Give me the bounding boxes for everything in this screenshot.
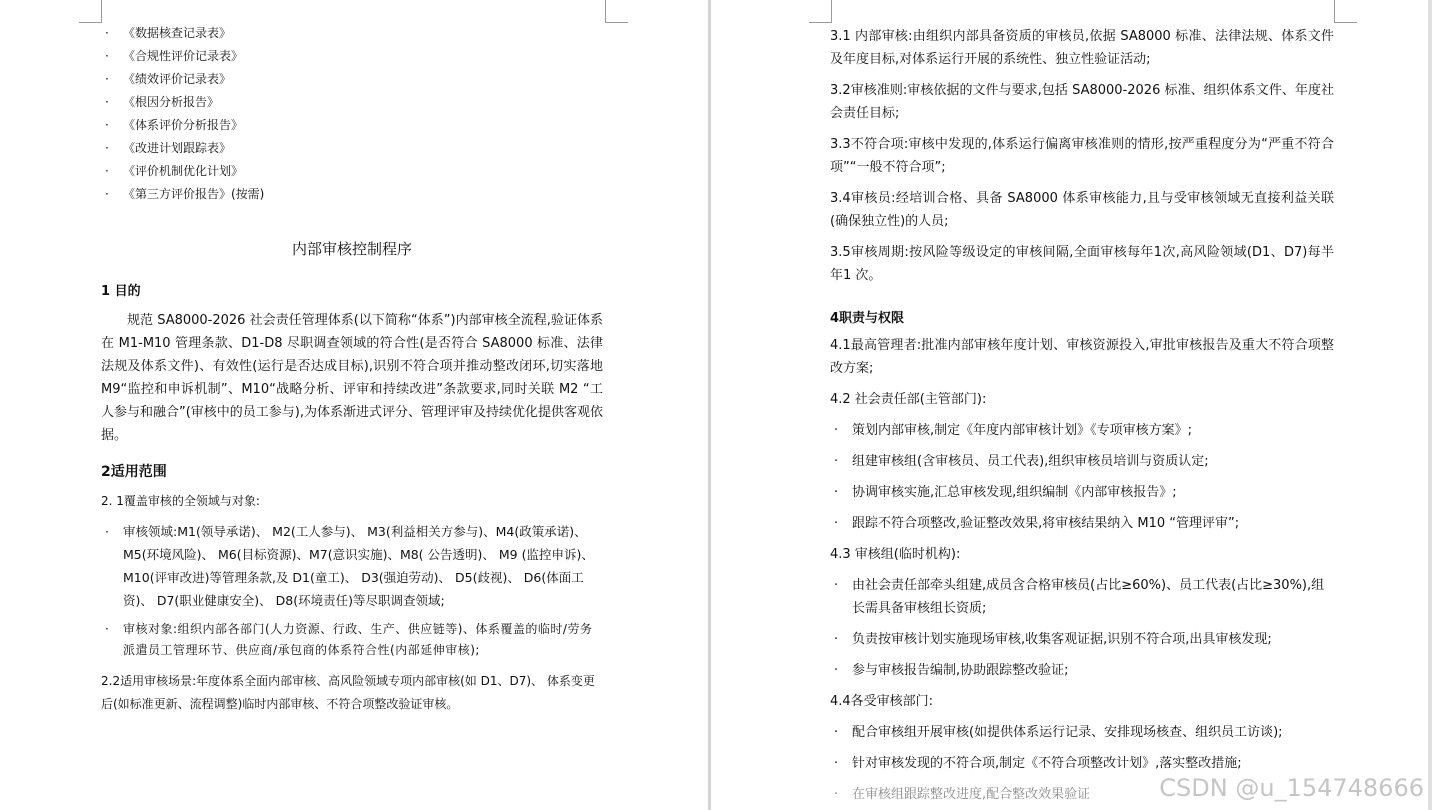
crop-mark: [809, 0, 832, 23]
list-item: · 《绩效评价记录表》: [105, 72, 232, 86]
list-item: · 跟踪不符合项整改,验证整改效果,将审核结果纳入 M10 “管理评审”;: [834, 516, 1240, 531]
list-item: · 在审核组跟踪整改进度,配合整改效果验证: [834, 787, 1091, 802]
definition: 3.4审核员:经培训合格、具备 SA8000 体系审核能力,且与受审核领域无直接利益关联(确保独立性)的人员;: [830, 191, 1334, 229]
list-item: · 《合规性评价记录表》: [105, 49, 244, 63]
subsection-heading: 2. 1覆盖审核的全领域与对象:: [101, 494, 260, 508]
responsibility-list: [830, 574, 1334, 682]
list-item: · 《评价机制优化计划》: [105, 164, 244, 178]
crop-mark: [79, 0, 102, 23]
crop-mark: [1334, 0, 1357, 23]
subsection-heading: 4.2 社会责任部(主管部门):: [830, 392, 987, 407]
records-list: [101, 22, 603, 206]
paragraph: 2.2适用审核场景:年度体系全面内部审核、高风险领域专项内部审核(如 D1、D7)、 体系变更后(如标准更新、流程调整)临时内部审核、不符合项整改验证审核。: [101, 674, 595, 711]
list-item: · 审核领域:M1(领导承诺)、 M2(工人参与)、 M3(利益相关方参与)、M4(政策承诺)、M5(环境风险)、 M6(目标资源)、M7(意识实施)、M8( 公告透明)、 M9 (监控申诉)、M10(评审改进)等管理条款,及 D1(童工)、 D3(强迫劳动)、 D5(歧视)、 D6(体面工资)、 D7(职业健康安全)、 D8(环境责任)等尽职调查领域;: [105, 524, 594, 608]
page-content: [830, 25, 1334, 806]
scope-list: [101, 520, 603, 661]
watermark: CSDN @u_154748666: [1159, 774, 1424, 802]
list-item: · 《改进计划跟踪表》: [105, 141, 232, 155]
page-content: [101, 22, 603, 716]
document-page-left: [0, 0, 708, 810]
document-page-right: [711, 0, 1432, 810]
list-item: · 针对审核发现的不符合项,制定《不符合项整改计划》,落实整改措施;: [834, 756, 1242, 771]
subsection-heading: 4.4各受审核部门:: [830, 694, 934, 709]
paragraph: 规范 SA8000-2026 社会责任管理体系(以下简称“体系”)内部审核全流程,验证体系在 M1-M10 管理条款、D1-D8 尽职调查领域的符合性(是否符合 SA8000 标准、法律法规及体系文件)、有效性(运行是否达成目标),识别不符合项并推动整改闭环,切实落地 M9“监控和申诉机制”、M10“战略分析、评审和持续改进”条款要求,同时关联 M2 “工人参与和融合”(审核中的员工参与),为体系渐进式评分、管理评审及持续优化提供客观依据。: [101, 313, 604, 443]
list-item: · 由社会责任部牵头组建,成员含合格审核员(占比≥60%)、员工代表(占比≥30%),组长需具备审核组长资质;: [834, 578, 1325, 616]
subsection-heading: 4.3 审核组(临时机构):: [830, 547, 961, 562]
list-item: · 负责按审核计划实施现场审核,收集客观证据,识别不符合项,出具审核发现;: [834, 632, 1272, 647]
list-item: · 参与审核报告编制,协助跟踪整改验证;: [834, 663, 1069, 678]
paragraph: 4.1最高管理者:批准内部审核年度计划、审核资源投入,审批审核报告及重大不符合项整改方案;: [830, 338, 1334, 376]
definition: 3.1 内部审核:由组织内部具备资质的审核员,依据 SA8000 标准、法律法规、体系文件及年度目标,对体系运行开展的系统性、独立性验证活动;: [830, 29, 1334, 67]
definition: 3.2审核准则:审核依据的文件与要求,包括 SA8000-2026 标准、组织体系文件、年度社会责任目标;: [830, 83, 1334, 121]
list-item: · 策划内部审核,制定《年度内部审核计划》《专项审核方案》;: [834, 423, 1193, 438]
section-heading: 1 目的: [101, 284, 141, 299]
list-item: · 审核对象:组织内部各部门(人力资源、行政、生产、供应链等)、体系覆盖的临时/劳务派遣员工管理环节、供应商/承包商的体系符合性(内部延伸审核);: [105, 622, 593, 657]
document-title: 内部审核控制程序: [291, 240, 412, 258]
responsibility-list: [830, 419, 1334, 535]
list-item: · 协调审核实施,汇总审核发现,组织编制《内部审核报告》;: [834, 485, 1177, 500]
scrollbar[interactable]: [1428, 0, 1432, 810]
definition: 3.3不符合项:审核中发现的,体系运行偏离审核准则的情形,按严重程度分为“严重不符合项”“一般不符合项”;: [830, 137, 1334, 175]
crop-mark: [605, 0, 628, 23]
list-item: · 组建审核组(含审核员、员工代表),组织审核员培训与资质认定;: [834, 454, 1209, 469]
list-item: · 《根因分析报告》: [105, 95, 220, 109]
section-heading: 2适用范围: [101, 464, 167, 480]
section-heading: 4职责与权限: [830, 311, 905, 326]
list-item: · 配合审核组开展审核(如提供体系运行记录、安排现场核查、组织员工访谈);: [834, 725, 1283, 740]
list-item: · 《体系评价分析报告》: [105, 118, 244, 132]
list-item: · 《第三方评价报告》(按需): [105, 187, 265, 201]
definition: 3.5审核周期:按风险等级设定的审核间隔,全面审核每年1次,高风险领域(D1、D7)每半年1 次。: [830, 245, 1334, 283]
list-item: · 《数据核查记录表》: [105, 26, 232, 40]
